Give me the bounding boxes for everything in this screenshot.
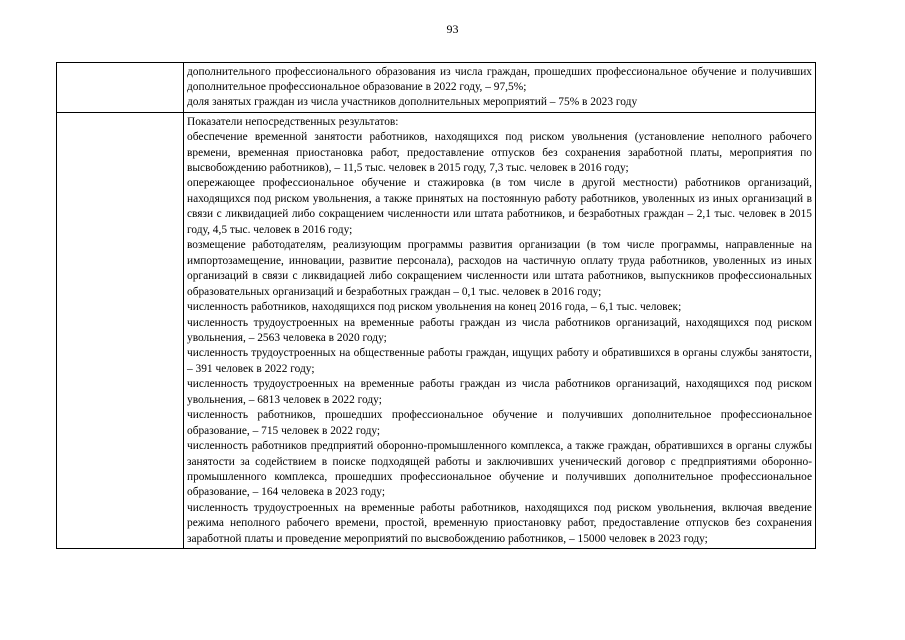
paragraph: численность трудоустроенных на общественные работы граждан, ищущих работу и обратившихся в органы службы занятости, – 391 человек в 2022 году; [187,347,812,375]
table-row [57,63,816,113]
indicators-table [56,62,816,549]
paragraph: численность трудоустроенных на временные работы работников, находящихся под риском увольнения, включая введение режима неполного рабочего времени, простой, временную приостановку работ, предоставление отпусков без сохранения заработной платы и проведение мероприятий по высвобождению работников, – 15000 человек в 2023 году; [187,501,812,545]
paragraph: опережающее профессиональное обучение и стажировка (в том числе в другой местности) работников организаций, находящихся под риском увольнения, а также принятых на постоянную работу работников, уволенных из иных организаций в связи с ликвидацией либо сокращением численности или штата работников, и безработных граждан – 2,1 тыс. человек в 2015 году, 4,5 тыс. человек в 2016 году; [187,177,812,236]
table-cell-text [184,63,816,113]
paragraph: численность трудоустроенных на временные работы граждан из числа работников организаций, находящихся под риском увольнения, – 6813 человек в 2022 году; [187,378,812,406]
page-number: 93 [446,22,459,36]
table-cell-empty [57,112,184,549]
paragraph: доля занятых граждан из числа участников дополнительных мероприятий – 75% в 2023 году [187,96,638,109]
table-row [57,112,816,549]
paragraph: численность трудоустроенных на временные работы граждан из числа работников организаций, находящихся под риском увольнения, – 2563 человека в 2020 году; [187,316,812,344]
paragraph: дополнительного профессионального образования из числа граждан, прошедших профессиональное обучение и получивших дополнительное профессиональное образование в 2022 году, – 97,5%; [187,66,812,94]
paragraph: численность работников предприятий оборонно-промышленного комплекса, а также граждан, обратившихся в органы службы занятости за содействием в поиске подходящей работы и заключивших ученический договор с предприятиями оборонно-промышленного комплекса, прошедших профессиональное обучение и получивших дополнительное профессиональное образование, – 164 человека в 2023 году; [187,440,812,499]
section-heading: Показатели непосредственных результатов: [187,115,399,128]
paragraph: численность работников, находящихся под риском увольнения на конец 2016 года, – 6,1 тыс. человек; [187,301,682,314]
paragraph: возмещение работодателям, реализующим программы развития организации (в том числе программы, направленные на импортозамещение, инновации, развитие персонала), расходов на частичную оплату труда работников, уволенных из иных организаций в связи с ликвидацией либо сокращением численности или штата работников, выпускников профессиональных образовательных организаций и безработных граждан – 0,1 тыс. человек в 2016 году; [187,239,812,298]
table-cell-empty [57,63,184,113]
paragraph: обеспечение временной занятости работников, находящихся под риском увольнения (установление неполного рабочего времени, временная приостановка работ, предоставление отпусков без сохранения заработной платы, мероприятия по высвобождению работников), – 11,5 тыс. человек в 2015 году, 7,3 тыс. человек в 2016 году; [187,131,812,174]
paragraph: численность работников, прошедших профессиональное обучение и получивших дополнительное профессиональное образование, – 715 человек в 2022 году; [187,409,812,437]
table-cell-text [184,112,816,549]
